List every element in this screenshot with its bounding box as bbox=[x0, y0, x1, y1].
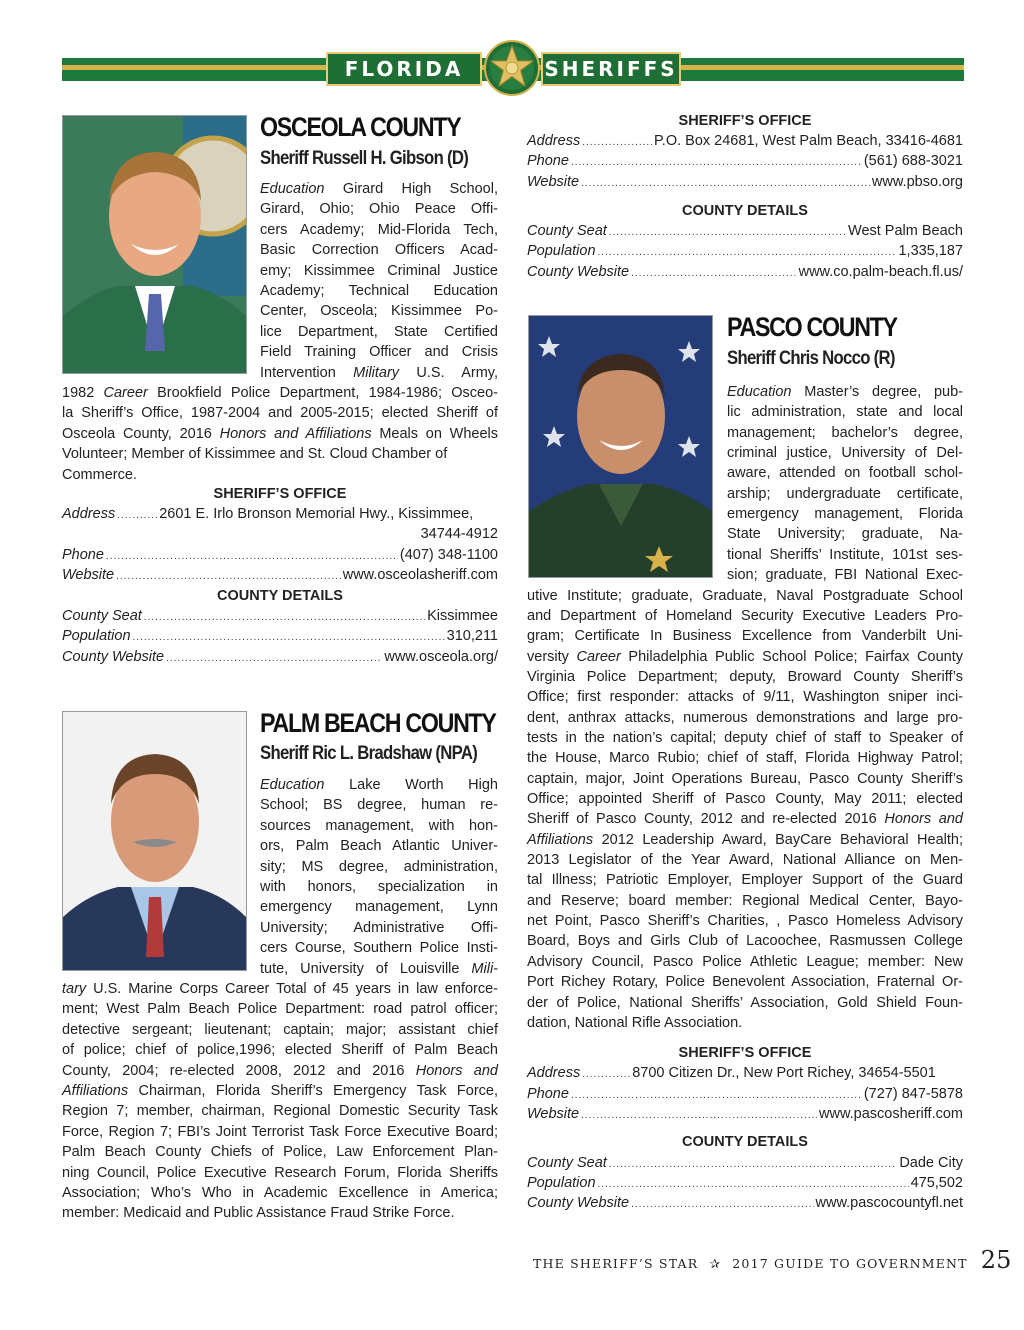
bio-text: dent, anthrax attacks, numerous demonstrations and large pro- bbox=[527, 709, 963, 726]
bio-text: Girard High School, bbox=[324, 181, 498, 197]
pasco-bio-line bbox=[527, 993, 963, 1013]
population-label: Population bbox=[527, 1175, 596, 1191]
bio-text: State University; graduate, Na- bbox=[727, 526, 963, 543]
pasco-bio-line bbox=[527, 830, 963, 850]
palm-beach-bio-line bbox=[260, 795, 498, 815]
pasco-county-seat: Dade City bbox=[899, 1155, 963, 1171]
bio-text: emergency management, Florida bbox=[727, 506, 963, 523]
pasco-bio-line bbox=[527, 891, 963, 911]
county-seat-label: County Seat bbox=[527, 223, 607, 239]
palm-beach-bio-line bbox=[260, 897, 498, 917]
pasco-bio-line bbox=[727, 565, 963, 585]
pasco-bio-line bbox=[527, 586, 963, 606]
bio-text: tests in the nation’s capital; deputy chief of staff to Speaker of bbox=[527, 729, 963, 746]
bio-text: of police; chief of police,1996; elected Sheriff of Palm Beach bbox=[62, 1042, 498, 1059]
bio-text: Board, Boys and Girls Club of Lacoochee, Rasmussen College bbox=[527, 933, 963, 950]
pasco-bio-line bbox=[727, 524, 963, 544]
palm-beach-address-row bbox=[527, 133, 963, 149]
bio-text: Force, Region 7; FBI’s Joint Terrorist Task Force Executive Board; bbox=[62, 1123, 498, 1140]
bio-text: ors, Palm Beach Atlantic Univer- bbox=[260, 838, 498, 855]
bio-text: captain, major, Joint Operations Bureau, Pasco County Sheriff’s bbox=[527, 770, 963, 787]
palm-beach-bio-line bbox=[62, 1122, 498, 1142]
bio-text: County, 2004; re-elected 2008, 2012 and 2016 bbox=[62, 1062, 416, 1079]
bio-text: Volunteer; Member of Kissimmee and St. Cloud Chamber of bbox=[62, 446, 448, 463]
website-label: Website bbox=[62, 567, 115, 583]
palm-beach-website-link[interactable]: www.pbso.org bbox=[871, 174, 963, 190]
bio-text: Sheriff of Pasco County, 2012 and re-elected 2016 bbox=[527, 811, 885, 828]
pasco-bio-line bbox=[727, 382, 963, 402]
bio-text: and Department of Homeland Security Executive Leaders Pro- bbox=[527, 607, 963, 624]
palm-beach-bio-line bbox=[62, 1081, 498, 1101]
pasco-bio-line bbox=[527, 1013, 963, 1033]
osceola-county-website-link[interactable]: www.osceola.org/ bbox=[384, 649, 498, 665]
osceola-bio-line bbox=[62, 403, 498, 423]
pasco-address: 8700 Citizen Dr., New Port Richey, 34654-5501 bbox=[632, 1065, 936, 1081]
bio-text: 1982 bbox=[62, 385, 104, 401]
osceola-bio-line bbox=[62, 444, 498, 464]
osceola-bio-line bbox=[260, 281, 498, 301]
pasco-details-heading: COUNTY DETAILS bbox=[682, 1134, 808, 1150]
palm-beach-bio-line bbox=[62, 1142, 498, 1162]
palm-beach-bio-line bbox=[260, 816, 498, 836]
palm-beach-bio-line bbox=[62, 1020, 498, 1040]
pasco-county-title: PASCO COUNTY bbox=[727, 312, 897, 342]
palm-beach-bio-line bbox=[260, 775, 498, 795]
pasco-address-row bbox=[527, 1065, 963, 1081]
bio-italic-label: Affiliations bbox=[527, 831, 594, 848]
pasco-bio-line bbox=[727, 423, 963, 443]
footer-guide: 2017 GUIDE TO GOVERNMENT bbox=[732, 1256, 968, 1271]
bio-text: the House, Marco Rubio; chief of staff, Florida Highway Patrol; bbox=[527, 750, 963, 767]
pasco-bio-line bbox=[527, 972, 963, 992]
bio-text: Region 7; member, chairman, Regional Domestic Security Task bbox=[62, 1103, 498, 1120]
bio-text: U.S. Marine Corps Career Total of 45 years in law enforce- bbox=[86, 981, 498, 997]
bio-italic-label: Education bbox=[727, 384, 792, 400]
palm-beach-county-seat: West Palm Beach bbox=[848, 223, 963, 239]
bio-text: Osceola County, 2016 bbox=[62, 425, 220, 442]
bio-italic-label: Affiliations bbox=[62, 1083, 129, 1099]
county-website-label: County Website bbox=[62, 649, 165, 665]
osceola-bio-line bbox=[260, 220, 498, 240]
bio-text: Master’s degree, pub- bbox=[791, 384, 963, 400]
population-label: Population bbox=[527, 243, 596, 259]
osceola-bio-line bbox=[260, 363, 498, 383]
palm-beach-address: P.O. Box 24681, West Palm Beach, 33416-4681 bbox=[654, 133, 963, 149]
bio-text: management; bachelor’s degree, bbox=[727, 424, 963, 441]
bio-text: versity bbox=[527, 648, 577, 665]
osceola-phone-row bbox=[62, 547, 498, 563]
osceola-website-row bbox=[62, 567, 498, 583]
bio-text: Port Richey Rotary, Police Benevolent Association, Fraternal Or- bbox=[527, 974, 963, 991]
pasco-sheriff-name: Sheriff Chris Nocco (R) bbox=[727, 348, 895, 369]
pasco-phone-row bbox=[527, 1086, 963, 1102]
osceola-phone: (407) 348-1100 bbox=[399, 547, 498, 563]
bio-text: tal Illness; Patriotic Employer, Employer Support of the Guard bbox=[527, 872, 963, 889]
osceola-bio-line bbox=[260, 301, 498, 321]
palm-beach-bio-line bbox=[260, 836, 498, 856]
osceola-county-seat: Kissimmee bbox=[427, 608, 498, 624]
osceola-county-title: OSCEOLA COUNTY bbox=[260, 112, 461, 142]
page-footer bbox=[533, 1246, 1011, 1274]
palm-beach-bio-line bbox=[62, 1163, 498, 1183]
bio-text: Chairman, Florida Sheriff’s Emergency Task Force, bbox=[128, 1083, 498, 1099]
address-label: Address bbox=[527, 133, 581, 149]
bio-text: Association; Who’s Who in Academic Excellence in America; bbox=[62, 1185, 498, 1201]
phone-label: Phone bbox=[527, 153, 569, 169]
phone-label: Phone bbox=[62, 547, 104, 563]
bio-text: Virginia Police Department; deputy, Broward County Sheriff’s bbox=[527, 668, 963, 685]
county-seat-label: County Seat bbox=[62, 608, 142, 624]
bio-italic-label: Education bbox=[260, 181, 325, 197]
bio-text: detective sergeant; lieutenant; captain; major; assistant chief bbox=[62, 1021, 498, 1038]
bio-text: Philadelphia Public School Police; Fairfax County bbox=[620, 648, 964, 665]
palm-beach-bio-line bbox=[260, 857, 498, 877]
osceola-population-row bbox=[62, 628, 498, 644]
pasco-bio-line bbox=[727, 463, 963, 483]
osceola-address-zip: 34744-4912 bbox=[420, 526, 498, 542]
osceola-bio-line bbox=[260, 261, 498, 281]
pasco-bio-line bbox=[527, 626, 963, 646]
bio-text: Girard, Ohio; Ohio Peace Offi- bbox=[260, 201, 498, 218]
bio-text: criminal justice, University of Del- bbox=[727, 445, 963, 462]
pasco-county-website-row bbox=[527, 1195, 963, 1211]
header-sheriffs-label: SHERIFFS bbox=[541, 52, 681, 86]
county-website-label: County Website bbox=[527, 1195, 630, 1211]
bio-text: Palm Beach County Chiefs of Police, Law Enforcement Plan- bbox=[62, 1144, 498, 1161]
pasco-bio-line bbox=[727, 484, 963, 504]
pasco-bio-line bbox=[527, 809, 963, 829]
palm-beach-bio-line bbox=[62, 1040, 498, 1060]
address-label: Address bbox=[62, 506, 116, 522]
bio-text: ment; West Palm Beach Police Department: road patrol officer; bbox=[62, 1001, 498, 1018]
bio-text: Field Training Officer and Crisis bbox=[260, 344, 498, 361]
bio-text: sources management, with hon- bbox=[260, 817, 498, 834]
bio-text: la Sheriff’s Office, 1987-2004 and 2005-2015; elected Sheriff of bbox=[62, 405, 498, 422]
osceola-population: 310,211 bbox=[446, 628, 498, 644]
bio-italic-label: Career bbox=[576, 648, 621, 665]
osceola-sheriff-photo bbox=[62, 115, 247, 374]
osceola-bio-line bbox=[62, 465, 498, 485]
palm-beach-bio-line bbox=[260, 877, 498, 897]
pasco-bio-line bbox=[527, 850, 963, 870]
bio-text: U.S. Army, bbox=[399, 364, 498, 381]
bio-text: net Point, Pasco Sheriff’s Charities, , Pasco Homeless Advisory bbox=[527, 913, 963, 930]
bio-italic-label: Career bbox=[103, 385, 148, 401]
phone-label: Phone bbox=[527, 1086, 569, 1102]
pasco-bio-line bbox=[527, 911, 963, 931]
palm-beach-population-row bbox=[527, 243, 963, 259]
address-label: Address bbox=[527, 1065, 581, 1081]
bio-text: Office; appointed Sheriff of Pasco County, May 2011; elected bbox=[527, 791, 963, 807]
palm-beach-bio-line bbox=[260, 959, 498, 979]
county-seat-label: County Seat bbox=[527, 1155, 607, 1171]
bio-text: 2013 Legislator of the Year Award, National Alliance on Men- bbox=[527, 852, 963, 869]
pasco-phone: (727) 847-5878 bbox=[863, 1086, 963, 1102]
bio-italic-label: Honors and Affiliations bbox=[219, 425, 372, 442]
bio-text: sity; MS degree, administration, bbox=[260, 858, 498, 875]
footer-star-icon: ✰ bbox=[709, 1256, 722, 1271]
bio-text: 2012 Leadership Award, BayCare Behavioral Health; bbox=[593, 831, 963, 848]
bio-text: Office; first responder: attacks of 9/11, Washington sniper inci- bbox=[527, 689, 963, 706]
bio-text: ning Council, Police Executive Research Forum, Florida Sheriffs bbox=[62, 1164, 498, 1181]
palm-beach-population: 1,335,187 bbox=[898, 243, 963, 259]
osceola-website-link[interactable]: www.osceolasheriff.com bbox=[342, 567, 498, 583]
osceola-bio-line bbox=[260, 199, 498, 219]
pasco-seat-row bbox=[527, 1155, 963, 1171]
bio-text: cers Course, Southern Police Insti- bbox=[260, 940, 498, 957]
osceola-address: 2601 E. Irlo Bronson Memorial Hwy., Kissimmee, bbox=[159, 506, 474, 522]
palm-beach-seat-row bbox=[527, 223, 963, 239]
bio-text: utive Institute; graduate, Graduate, Naval Postgraduate School bbox=[527, 587, 963, 604]
pasco-website-row bbox=[527, 1106, 963, 1122]
pasco-bio-line bbox=[527, 870, 963, 890]
bio-italic-label: Education bbox=[260, 777, 325, 793]
pasco-bio-line bbox=[527, 708, 963, 728]
osceola-bio-line bbox=[62, 424, 498, 444]
bio-italic-label: tary bbox=[62, 981, 87, 997]
palm-beach-office-heading: SHERIFF’S OFFICE bbox=[678, 113, 812, 129]
pasco-office-heading: SHERIFF’S OFFICE bbox=[678, 1045, 812, 1061]
bio-text: emy; Kissimmee Criminal Justice bbox=[260, 262, 498, 279]
header-florida-label: FLORIDA bbox=[326, 52, 482, 86]
bio-text: emergency management, Lynn bbox=[260, 899, 498, 916]
palm-beach-sheriff-photo bbox=[62, 711, 247, 971]
page-number: 25 bbox=[980, 1246, 1012, 1274]
osceola-bio-line bbox=[260, 342, 498, 362]
pasco-bio-line bbox=[527, 687, 963, 707]
bio-text: Commerce. bbox=[62, 466, 137, 483]
pasco-bio-line bbox=[527, 748, 963, 768]
pasco-county-website-link[interactable]: www.pascocountyfl.net bbox=[815, 1195, 963, 1211]
pasco-bio-line bbox=[527, 952, 963, 972]
bio-text: member: Medicaid and Public Assistance Fraud Strike Force. bbox=[62, 1205, 455, 1222]
footer-publication: THE SHERIFF’S STAR bbox=[533, 1256, 699, 1271]
bio-text: tute, University of Louisville bbox=[260, 960, 472, 977]
bio-text: Lake Worth High bbox=[324, 777, 498, 793]
palm-beach-bio-line bbox=[62, 1061, 498, 1081]
population-label: Population bbox=[62, 628, 131, 644]
bio-text: Advisory Council, Pasco Police Athletic League; member: New bbox=[527, 953, 963, 970]
palm-beach-phone: (561) 688-3021 bbox=[863, 153, 963, 169]
bio-italic-label: Military bbox=[353, 364, 400, 381]
bio-italic-label: Honors and bbox=[884, 811, 963, 828]
pasco-bio-line bbox=[527, 769, 963, 789]
bio-text: der of Police, National Sheriffs’ Association, Gold Shield Foun- bbox=[527, 994, 963, 1011]
pasco-bio-line bbox=[727, 402, 963, 422]
bio-text: Basic Correction Officers Acad- bbox=[260, 242, 498, 259]
palm-beach-bio-line bbox=[62, 1101, 498, 1121]
bio-text: sion; graduate, FBI National Exec- bbox=[727, 567, 963, 584]
bio-text: Center, Osceola; Kissimmee Po- bbox=[260, 303, 498, 320]
bio-text: Brookfield Police Department, 1984-1986; Osceo- bbox=[147, 385, 498, 401]
osceola-bio-line bbox=[260, 322, 498, 342]
palm-beach-county-title: PALM BEACH COUNTY bbox=[260, 708, 496, 738]
pasco-bio-line bbox=[527, 789, 963, 809]
bio-text: Intervention bbox=[260, 364, 354, 381]
bio-text: lic administration, state and local bbox=[727, 404, 963, 421]
bio-text: Academy; Technical Education bbox=[260, 283, 498, 299]
osceola-address-row-2 bbox=[62, 526, 498, 542]
pasco-bio-line bbox=[727, 443, 963, 463]
bio-italic-label: Mili- bbox=[471, 960, 498, 977]
pasco-bio-line bbox=[727, 545, 963, 565]
pasco-population-row bbox=[527, 1175, 963, 1191]
website-label: Website bbox=[527, 1106, 580, 1122]
pasco-sheriff-photo bbox=[528, 315, 713, 578]
osceola-bio-line bbox=[62, 383, 498, 403]
osceola-address-row bbox=[62, 506, 498, 522]
palm-beach-details-heading: COUNTY DETAILS bbox=[682, 203, 808, 219]
bio-text: Meals on Wheels bbox=[371, 425, 498, 442]
palm-beach-bio-line bbox=[62, 979, 498, 999]
palm-beach-bio-line bbox=[260, 938, 498, 958]
osceola-bio-line bbox=[260, 179, 498, 199]
bio-text: dation, National Rifle Association. bbox=[527, 1014, 743, 1031]
bio-text: lice Department, State Certified bbox=[260, 323, 498, 340]
palm-beach-bio-line bbox=[62, 999, 498, 1019]
bio-text: arship; undergraduate certificate, bbox=[727, 485, 963, 502]
osceola-sheriff-name: Sheriff Russell H. Gibson (D) bbox=[260, 148, 469, 169]
palm-beach-bio-line bbox=[62, 1203, 498, 1223]
pasco-bio-line bbox=[527, 647, 963, 667]
palm-beach-phone-row bbox=[527, 153, 963, 169]
bio-text: aware, attended on football schol- bbox=[727, 465, 963, 482]
palm-beach-bio-line bbox=[62, 1183, 498, 1203]
bio-text: School; BS degree, human re- bbox=[260, 797, 498, 814]
palm-beach-website-row bbox=[527, 174, 963, 190]
palm-beach-county-website-row bbox=[527, 264, 963, 280]
pasco-bio-line bbox=[527, 728, 963, 748]
osceola-county-website-row bbox=[62, 649, 498, 665]
website-label: Website bbox=[527, 174, 580, 190]
bio-text: tional Sheriffs’ Institute, 101st ses- bbox=[727, 546, 963, 563]
county-website-label: County Website bbox=[527, 264, 630, 280]
palm-beach-county-website-link[interactable]: www.co.palm-beach.fl.us/ bbox=[798, 264, 963, 280]
osceola-bio-line bbox=[260, 240, 498, 260]
bio-text: gram; Certificate In Business Excellence from Vanderbilt Uni- bbox=[527, 628, 963, 645]
pasco-bio-line bbox=[527, 931, 963, 951]
bio-text: with honors, specialization in bbox=[260, 879, 498, 895]
palm-beach-bio-line bbox=[260, 918, 498, 938]
pasco-website-link[interactable]: www.pascosheriff.com bbox=[819, 1106, 963, 1122]
osceola-details-heading: COUNTY DETAILS bbox=[217, 588, 343, 604]
palm-beach-sheriff-name: Sheriff Ric L. Bradshaw (NPA) bbox=[260, 743, 478, 764]
pasco-population: 475,502 bbox=[910, 1175, 963, 1191]
pasco-bio-line bbox=[727, 504, 963, 524]
bio-text: University; Administrative Offi- bbox=[260, 919, 498, 936]
bio-italic-label: Honors and bbox=[415, 1062, 499, 1079]
pasco-bio-line bbox=[527, 667, 963, 687]
sheriff-star-icon bbox=[484, 40, 540, 96]
pasco-bio-line bbox=[527, 606, 963, 626]
bio-text: cers Academy; Mid-Florida Tech, bbox=[260, 221, 498, 238]
osceola-office-heading: SHERIFF’S OFFICE bbox=[213, 486, 347, 502]
bio-text: and Reserve; board member: Regional Medical Center, Bayo- bbox=[527, 892, 963, 909]
osceola-seat-row bbox=[62, 608, 498, 624]
